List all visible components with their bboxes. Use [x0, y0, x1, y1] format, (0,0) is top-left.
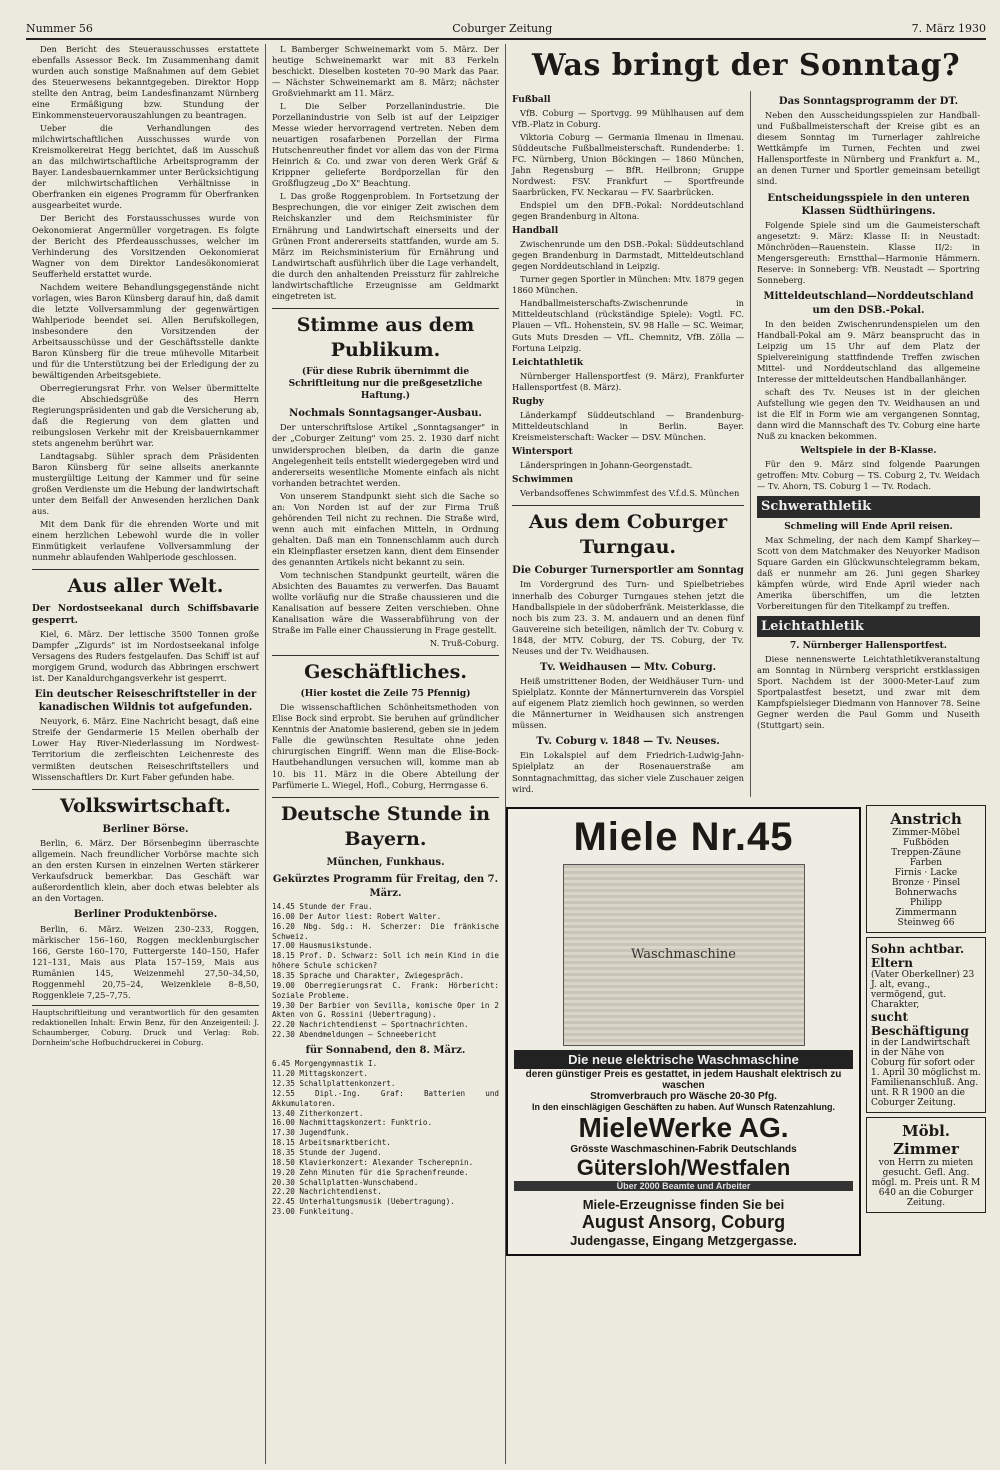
list-item: 18.15 Prof. D. Schwarz: Soll ich mein Kind in die höhere Schule schicken?: [272, 951, 499, 971]
article-text: Turner gegen Sportler in München: Mtv. 1879 gegen 1860 München.: [512, 274, 744, 296]
article-text: schaft des Tv. Neuses ist in der gleichen Aufstellung wie gegen den Tv. Weidhausen an und ist die Elf in Form wie am vergangenen Sonntag, dann wird die Mannschaft des Tv. Coburg eine harte Nuß zu knacken bekommen.: [757, 387, 980, 442]
list-item: Zimmer-Möbel: [892, 827, 960, 838]
article-text: Neuyork, 6. März. Eine Nachricht besagt, daß eine Streife der Gendarmerie 15 Meilen oberhalb der Lower Hay River-Niederlassung im Nordwest-Territorium die zerfleischten Leichenreste des vermißten deutschen Reiseschriftstellers und Wissenschaftlers Dr. Kurt Faber gefunden habe.: [32, 716, 259, 782]
article-text: Ein Lokalspiel auf dem Friedrich-Ludwig-Jahn-Spielplatz an der Rosenauerstraße am Sonntagnachmittag, das sicher viele Zuschauer zeigen wird.: [512, 750, 744, 794]
section-heading-radio: Deutsche Stunde in Bayern.: [272, 797, 499, 853]
issue-date: 7. März 1930: [911, 22, 986, 35]
article-headline: Ein deutscher Reiseschriftsteller in der kanadischen Wildnis tot aufgefunden.: [34, 688, 257, 714]
list-item: 19.20 Zehn Minuten für die Sprachenfreunde.: [272, 1167, 469, 1177]
masthead: [26, 22, 986, 40]
list-item: 14.45 Stunde der Frau.: [272, 901, 373, 911]
article-text: Länderspringen in Johann-Georgenstadt.: [520, 459, 693, 470]
sport-heading: Wintersport: [512, 446, 573, 457]
list-item: Treppen-Zäune: [891, 847, 961, 858]
column-3: [506, 91, 751, 797]
article-text: L Die Selber Porzellanindustrie. Die Porzellanindustrie von Selb ist auf der Leipziger Messe wieder hervorragend vertreten. Neben dem neuartigen rosafarbenen Porzellan der Firma Hutschenreuther findet vor allem das von der Firma Heinrich & Co. und zwar von deren Werk Gräf & Krippner gelieferte Bordporzellan für den Großflugzeug „Do X" Beachtung.: [272, 101, 499, 189]
section-heading-geschaeftliches: Geschäftliches.: [272, 655, 499, 685]
ad-heading: sucht Beschäftigung: [871, 1009, 969, 1038]
column-2: [266, 44, 506, 1464]
section-subheading: (Für diese Rubrik übernimmt die Schriftleitung nur die preßgesetzliche Haftung.): [288, 367, 483, 402]
article-text: Länderkampf Süddeutschland — Brandenburg-Mitteldeutschland in Berlin. Bayer. Kreismeisterschaft: Wacker — DSV. München.: [512, 409, 744, 442]
list-item: 20.30 Schallplatten-Wunschabend.: [272, 1177, 419, 1187]
article-headline: Tv. Coburg v. 1848 — Tv. Neuses.: [536, 736, 720, 748]
ad-heading: Möbl. Zimmer: [893, 1121, 959, 1158]
sport-heading: Fußball: [512, 95, 551, 105]
list-item: Zimmermann: [895, 907, 957, 918]
list-item: 19.30 Der Barbier von Sevilla, komische Oper in 2 Akten von G. Rossini (Uebertragung).: [272, 1000, 499, 1020]
article-text: Folgende Spiele sind um die Gaumeisterschaft angesetzt: 9. März: Klasse II: in Neustadt: Mönchröden—Rauenstein. Klasse II/2: in Mengersgereuth: Ernstthal—Harmonie Hämmern. Reserve: in Sonneberg: VfB. Neustadt — Sportring Sonneberg.: [757, 220, 980, 286]
article-text: Vom technischen Standpunkt geurteilt, wären die Absichten des Bauamtes zu verwerfen. Das Bauamt wollte vorläufig nur die Straße chaussieren und die Kanalisation auf bessere Zeiten verschieben. Ohne Kanalisation wäre die Wasserabführung von der Straße im Falle einer Chaussierung in Frage gestellt.: [272, 569, 499, 636]
list-item: 22.45 Unterhaltungsmusik (Uebertragung).: [272, 1197, 455, 1207]
list-item: Fußböden: [902, 837, 950, 848]
ad-beschaeftigung: [866, 937, 986, 1113]
ad-dealer: Miele-Erzeugnisse finden Sie bei: [582, 1196, 785, 1212]
sport-heading: Handball: [512, 226, 559, 237]
section-heading-schwerathletik: Schwerathletik: [757, 496, 980, 517]
list-item: 19.00 Oberregierungsrat C. Frank: Hörbericht: Soziale Probleme.: [272, 980, 499, 1000]
list-item: 16.00 Nachmittagskonzert: Funktrio.: [272, 1118, 433, 1128]
list-item: 16.00 Der Autor liest: Robert Walter.: [272, 911, 442, 921]
list-item: 17.30 Jugendfunk.: [272, 1128, 350, 1138]
article-headline: Tv. Weidhausen — Mtv. Coburg.: [539, 661, 717, 673]
ad-staff: Über 2000 Beamte und Arbeiter: [514, 1181, 853, 1191]
sport-and-ads: [506, 44, 986, 1464]
ad-title: Miele Nr.45: [573, 814, 794, 859]
section-heading-stimme: Stimme aus dem Publikum.: [272, 308, 499, 364]
list-item: 22.20 Nachrichtendienst — Sportnachrichten.: [272, 1020, 469, 1030]
article-text: Diese nennenswerte Leichtathletikveranstaltung am Sonntag in Nürnberg verspricht erstklassigen Sport. Nachdem ist der 3000-Meter-Lauf zum Sportpalastfest besetzt, und zwar mit dem Kampfspielsieger Diedmann von Hannover 78. Seine Gegner werden die Paul Gomm und Nuseith (Stuttgart) sein.: [757, 654, 980, 731]
article-headline: Nochmals Sonntagsanger-Ausbau.: [289, 408, 482, 420]
list-item: 18.35 Sprache und Charakter, Zwiegespräch.: [272, 971, 465, 980]
ad-text: in der Landwirtschaft in der Nähe von Coburg für sofort oder 1. April 30 möglichst m. Familienanschluß. Ang. unt. R R 1900 an die Coburger Zeitung.: [871, 1037, 981, 1108]
ad-line: Stromverbrauch pro Wäsche 20-30 Pfg.: [590, 1090, 777, 1102]
list-item: 13.40 Zitherkonzert.: [272, 1108, 364, 1118]
sport-heading: Schwimmen: [512, 474, 574, 485]
paper-name: Coburger Zeitung: [452, 22, 553, 35]
article-headline: Die Coburger Turnersportler am Sonntag: [512, 565, 744, 577]
list-item: Firnis · Lacke: [894, 867, 958, 878]
article-text: Landtagsabg. Sühler sprach dem Präsidenten Baron Künsberg für seine allseits anerkannte mustergültige Leitung der Kammer und für seine großen Verdienste um die Hebung der landwirtschaft unter dem Beifall der Anwesenden herzlichen Dank aus.: [32, 451, 259, 517]
column-4: [751, 91, 986, 797]
radio-program-title: Gekürztes Programm für Freitag, den 7. März.: [272, 874, 499, 899]
radio-program-title: für Sonnabend, den 8. März.: [305, 1045, 466, 1057]
column-1: [26, 44, 266, 1464]
small-ads: [861, 801, 986, 1256]
imprint: Hauptschriftleitung und verantwortlich für den gesamten redaktionellen Inhalt: Erwin Benz, für den Anzeigenteil: J. Schaumberger, Coburg. Druck und Verlag: Rob. Dornheim'sche Hofbuchdruckerei in Coburg.: [32, 1005, 259, 1048]
article-text: Im Vordergrund des Turn- und Spielbetriebes innerhalb des Coburger Turngaues stehen jetzt die Handballspiele in der südoberfränk. Meisterklasse, die noch bis zum 23. 3. M. andauern und an denen fünf Gauvereine sich beteiligen, nämlich der Tv. Coburg v. 1848, der MTV. Coburg, der TS. Coburg, der Tv. Neuses und der Tv. Weidhausen.: [512, 579, 744, 656]
ad-line: In den einschlägigen Geschäften zu haben. Auf Wunsch Ratenzahlung.: [531, 1101, 836, 1112]
list-item: Steinweg 66: [897, 917, 955, 928]
list-item: 16.20 Nbg. Sdg.: H. Scherzer: Die fränkische Schweiz.: [272, 921, 499, 941]
ad-text: von Herrn zu mieten gesucht. Gefl. Ang. mögl. m. Preis unt. R M 640 an die Coburger Zeitung.: [871, 1157, 981, 1208]
article-text: Verbandsoffenes Schwimmfest des V.f.d.S. München: [520, 487, 740, 498]
radio-program-saturday: [272, 1059, 499, 1217]
ad-zimmer: [866, 1117, 986, 1213]
article-text: Die wissenschaftlichen Schönheitsmethoden von Elise Bock sind erprobt. Sie beruhen auf gründlicher Kenntnis der Anatomie basierend, geben sie in jedem Falle die gewünschten Resultate ohne jeden chirurgischen Eingriff. Wenn man die Elise-Bock-Hautbehandlungen versuchen will, komme man ab 10. bis 11. März in die Obere Abteilung der Parfümerie L. Wiegel, Hofl., Coburg, Herrngasse 6.: [272, 702, 499, 790]
article-headline: Berliner Börse.: [102, 823, 189, 835]
article-text: Den Bericht des Steuerausschusses erstattete ebenfalls Assessor Beck. Im Zusammenhang damit wurden auch sonstige Maßnahmen auf dem Gebiet des Steuerwesens bekanntgegeben. Direktor Hopp stellte den Antrag, beim Landesfinanzamt Nürnberg eine Ermäßigung bzw. Stundung der Einkommensteuervorauszahlungen zu beantragen.: [32, 44, 259, 121]
article-text: Viktoria Coburg — Germania Ilmenau in Ilmenau. Süddeutsche Fußballmeisterschaft. Rundenderbe: 1. FC. Nürnberg, Union Böckingen — 1860 München, Jahn Regensburg — BfR. Heilbronn; Gruppe Nordwest: FSV. Frankfurt — Sportfreunde Saarbrücken, FV. Neckarau — FV. Saarbrücken.: [512, 132, 744, 198]
sport-columns: [506, 91, 986, 797]
article-text: Neben den Ausscheidungsspielen zur Handball- und Fußballmeisterschaft der Kreise gibt es an diesem Sonntag im Turnerlager zahlreiche Wettkämpfe im Turnen, Fechten und zwei Hallensportfeste in Nürnberg und Frankfurt a. M., an denen Turner und Sportler gemeinsam beteiligt sind.: [757, 110, 980, 187]
section-heading-welt: Aus aller Welt.: [32, 569, 259, 599]
columns: [26, 44, 986, 1464]
issue-number: Nummer 56: [26, 22, 93, 35]
list-item: 23.00 Funkleitung.: [272, 1207, 355, 1217]
sport-heading: Rugby: [512, 396, 544, 407]
article-text: Handballmeisterschafts-Zwischenrunde in Mitteldeutschland (rückständige Spiele): Vogtl. FC. Plauen — VfL. Hohenstein, SV. 98 Halle — SC. Weimar, Guts Muts Dresden — VfL. Chemnitz, VfB. Zölla — Fortuna Leipzig.: [512, 298, 744, 353]
section-heading-leichtathletik: Leichtathletik: [757, 616, 980, 637]
article-text: L Das große Roggenproblem. In Fortsetzung der Besprechungen, die vor einiger Zeit zwischen dem Reichskanzler und dem Reichsminister für Ernährung und Landwirtschaft einerseits und der Grünen Front andererseits stattfanden, wurde am 5. März im Reichsministerium für Ernährung und Landwirtschaft ausführlich über die Lage verhandelt, die durch den anhaltenden Preissturz für zahlreiche landwirtschaftliche Erzeugnisse am Geldmarkt eingetreten ist.: [272, 191, 499, 301]
list-item: Philipp: [909, 897, 942, 908]
list-item: 22.20 Nachrichtendienst.: [272, 1187, 382, 1197]
article-headline: 7. Nürnberger Hallensportfest.: [790, 641, 947, 652]
article-text: Berlin, 6. März. Der Börsenbeginn überraschte allgemein. Nach freundlicher Vorbörse machte sich an den ersten Kursen in einzelnen Werten stärkerer Verkaufsdruck bemerkbar. Das Geschäft war außerordentlich klein, aber doch etwas belebter als an den Vortagen.: [32, 838, 259, 904]
article-headline: Weltspiele in der B-Klasse.: [800, 446, 937, 457]
section-subheading: (Hier kostet die Zeile 75 Pfennig): [300, 689, 471, 700]
article-text: Zwischenrunde um den DSB.-Pokal: Süddeutschland gegen Brandenburg in Darmstadt, Mitteldeutschland gegen Norddeutschland in Leipzig.: [512, 239, 744, 272]
article-headline: Entscheidungsspiele in den unteren Klassen Südthüringens.: [767, 192, 970, 217]
list-item: 18.35 Stunde der Jugend.: [272, 1148, 382, 1158]
ad-heading: Anstrich: [890, 809, 962, 828]
article-text: Berlin, 6. März. Weizen 230–233, Roggen, märkischer 156–160, Roggen mecklenburgischer 166, Gerste 160–170, Futtergerste 140–150, Hafer 121–131, Mais aus Plata 157–159, Mais aus Rumänien 145, Weizenmehl 27,50–34,50, Roggenmehl 20,75–24, Weizenkleie 8–8,50, Roggenkleie 7,25–7,75.: [32, 923, 259, 1000]
article-text: In den beiden Zwischenrundenspielen um den Handball-Pokal am 9. März beansprucht das in Leipzig um 15 Uhr auf dem Platz der Spielvereinigung stattfindende Treffen zwischen Mittel- und Norddeutschland das allgemeine Interesse der mitteldeutschen Handballanhänger.: [757, 318, 980, 385]
article-text: Nürnberger Hallensportfest (9. März), Frankfurter Hallensportfest (8. März).: [512, 370, 744, 392]
article-text: Oberregierungsrat Frhr. von Welser übermittelte die Abschiedsgrüße des Herrn Regierungspräsidenten und gab die Versicherung ab, daß die Regierung von dem glatten und reibungslosen Verkehr mit der Kreisbauernkammer stets angenehm berührt war.: [32, 382, 259, 449]
article-text: Mit dem Dank für die ehrenden Worte und mit einem herzlichen Lebewohl wurde die in voller Einmütigkeit verlaufene Vollversammlung der nunmehr ablaufenden Wahlperiode geschlossen.: [32, 519, 259, 563]
article-text: Kiel, 6. März. Der lettische 3500 Tonnen große Dampfer „Zigurds" ist im Nordostseekanal infolge Versagens des Ruders festgelaufen. Das Schiff ist auf morgigem Grund, wodurch das Abbringen erschwert ist. Der Kanaldurchgangsverkehr ist gesperrt.: [32, 628, 259, 683]
ad-dealer-address: Judengasse, Eingang Metzgergasse.: [570, 1232, 797, 1248]
ad-maker-subtitle: Grösste Waschmaschinen-Fabrik Deutschlands: [570, 1143, 797, 1155]
ad-city: Gütersloh/Westfalen: [576, 1154, 791, 1180]
ads-row: [506, 801, 986, 1256]
ad-maker: MieleWerke AG.: [578, 1111, 789, 1143]
ad-lines: [871, 828, 981, 928]
ad-heading: Sohn achtbar. Eltern: [871, 941, 965, 970]
article-text: L Bamberger Schweinemarkt vom 5. März. Der heutige Schweinemarkt war mit 83 Ferkeln beschickt. Dieselben kosteten 70–90 Mark das Paar. — Nächster Schweinemarkt am 8. März; nächster Großviehmarkt am 11. März.: [272, 44, 499, 99]
ad-dealer-name: August Ansorg, Coburg: [581, 1211, 786, 1232]
ad-line: deren günstiger Preis es gestattet, in jedem Haushalt elektrisch zu waschen: [525, 1068, 842, 1091]
list-item: 22.30 Abendmeldungen — Schneebericht: [272, 1030, 437, 1040]
radio-program-friday: [272, 902, 499, 1040]
list-item: Farben: [909, 857, 943, 868]
article-text: Nachdem weitere Behandlungsgegenstände nicht vorlagen, wies Baron Künsberg darauf hin, daß damit die letzte Vollversammlung der gegenwärtigen Wahlperiode beendet sei. Allen Berufskollegen, insbesondere den Vorsitzenden der Arbeitsausschüsse und der Geschäftsstelle dankte Baron Künsberg für die treue mühevolle Mitarbeit und für die Unterstützung bei der Erledigung der zu bewältigenden Arbeitsgebiete.: [32, 281, 259, 380]
list-item: 11.20 Mittagskonzert.: [272, 1069, 369, 1079]
article-headline: Schmeling will Ende April reisen.: [784, 521, 953, 532]
radio-station: München, Funkhaus.: [326, 857, 445, 869]
sport-heading: Leichtathletik: [512, 357, 584, 368]
list-item: 12.55 Dipl.-Ing. Graf: Batterien und Akkumulatoren.: [272, 1088, 499, 1108]
ad-anstrich: [866, 805, 986, 933]
ad-text: (Vater Oberkellner) 23 J. alt, evang., vermögend, gut. Charakter,: [871, 969, 975, 1010]
list-item: 17.00 Hausmusikstunde.: [272, 941, 373, 951]
list-item: 18.50 Klavierkonzert: Alexander Tscherepnin.: [272, 1157, 474, 1167]
list-item: 12.35 Schallplattenkonzert.: [272, 1079, 396, 1089]
article-text: Heiß umstrittener Boden, der Weidhäuser Turn- und Spielplatz. Konnte der Männerturnverein das Vorspiel auf eigenem Platz ziemlich hoch gewinnen, so werden die Männerturner in Weidhausen sich anstrengen müssen.: [512, 676, 744, 731]
article-headline: Das Sonntagsprogramm der DT.: [778, 96, 959, 107]
signature: N. Truß-Coburg.: [429, 638, 499, 649]
article-text: Von unserem Standpunkt sieht sich die Sache so an: Von Norden ist auf der zur Firma Truß gehörenden Teil nicht zu rechnen. Die Straße wird, wenn auch mit einfachen Mitteln, in Ordnung gehalten. Daß man ein Tonnenschlamm auch durch ein Kleinpflaster ersetzen kann, dient dem Einsender des genannten Artikels nicht bekannt zu sein.: [272, 490, 499, 567]
article-text: Max Schmeling, der nach dem Kampf Sharkey—Scott von dem Matchmaker des Neuyorker Madison Square Garden ein Glückwunschtelegramm bekam, daß er nunmehr am 26. Juni gegen Sharkey kämpfen würde, wird Ende April wieder nach Amerika überschiffen, um die letzten Vorbereitungen für den Titelkampf zu treffen.: [757, 534, 980, 611]
article-text: Der unterschriftslose Artikel „Sonntagsanger" in der „Coburger Zeitung" vom 25. 2. 1930 darf nicht unwidersprochen bleiben, da darin die ganze Angelegenheit teils entstellt wiedergegeben wird und andererseits wesentliche Momente einfach als nicht vorhanden betrachtet werden.: [272, 422, 499, 488]
section-heading-volkswirtschaft: Volkswirtschaft.: [32, 789, 259, 819]
article-text: VfB. Coburg — Sportvgg. 99 Mühlhausen auf dem VfB.-Platz in Coburg.: [512, 107, 744, 129]
ad-slogan: Die neue elektrische Waschmaschine: [514, 1050, 853, 1069]
sport-banner: Was bringt der Sonntag?: [531, 48, 961, 83]
article-text: Endspiel um den DFB.-Pokal: Norddeutschland gegen Brandenburg in Altona.: [512, 200, 744, 222]
article-text: Ueber die Verhandlungen des milchwirtschaftlichen Ausschusses wurde von Kreismolkereirat Hegg berichtet, daß im Ausschuß an das milchwirtschaftliche Arbeitsprogramm der Bayer. Landesbauernkammer unter Berücksichtigung der milchwirtschaftlichen Verhältnisse in Oberfranken ein eigenes Programm für Oberfranken ausgearbeitet wurde.: [32, 123, 259, 211]
miele-advertisement: [506, 807, 861, 1256]
list-item: Bronze · Pinsel: [891, 877, 961, 888]
article-headline: Der Nordostseekanal durch Schiffsbavarie gesperrt.: [32, 603, 259, 626]
article-headline: Berliner Produktenbörse.: [73, 909, 218, 921]
article-text: Der Bericht des Forstausschusses wurde von Oekonomierat Angermüller vorgetragen. Es folgte der Bericht des Pferdeausschusses, welcher im Verhinderung des Vorsitzenden Oekonomierat Wagner von dem Direktor Landesökonomierat Seufferheld erstattet wurde.: [32, 213, 259, 279]
list-item: Bohnerwachs: [895, 887, 957, 898]
washer-label: Waschmaschine: [631, 947, 736, 963]
section-heading-turngau: Aus dem Coburger Turngau.: [512, 505, 744, 561]
list-item: 18.15 Arbeitsmarktbericht.: [272, 1138, 391, 1148]
list-item: 6.45 Morgengymnastik I.: [272, 1059, 378, 1069]
washing-machine-illustration: [563, 864, 805, 1046]
article-headline: Mitteldeutschland—Norddeutschland um den DSB.-Pokal.: [763, 291, 974, 316]
article-text: Für den 9. März sind folgende Paarungen getroffen: Mtv. Coburg — TS. Coburg 2, Tv. Weidach — Tv. Ahorn, TS. Coburg 1 — Tv. Rodach.: [757, 459, 980, 492]
